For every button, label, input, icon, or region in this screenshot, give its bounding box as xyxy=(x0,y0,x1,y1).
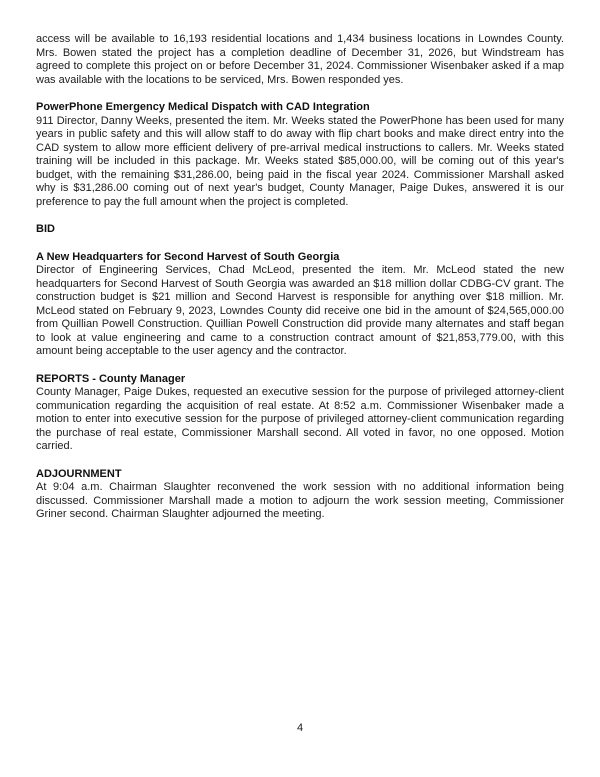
heading-reports-county-manager: REPORTS - County Manager xyxy=(36,372,186,385)
heading-second-harvest: A New Headquarters for Second Harvest of South Georgia xyxy=(36,250,340,263)
paragraph-windstream-continuation: access will be available to 16,193 residential locations and 1,434 business locations in Lowndes County. Mrs. Bowen stated the project has a completion deadline of December 31, 2026, but Windstream has agreed to complete this project on or before December 31, 2024. Commissioner Wisenbaker asked if a map was available with the locations to be serviced, Mrs. Bowen responded yes. xyxy=(36,33,564,86)
page-number: 4 xyxy=(296,721,304,734)
paragraph-powerphone: 911 Director, Danny Weeks, presented the item. Mr. Weeks stated the PowerPhone has been used for many years in public safety and this will allow staff to do away with flip chart books and make direct entry into the CAD system to allow more efficient delivery of pre-arrival medical instructions to callers. Mr. Weeks stated training will be included in this package. Mr. Weeks stated $85,000.00, will be coming out of this year's budget, with the remaining $31,286.00, being paid in the fiscal year 2024. Commissioner Marshall asked why is $31,286.00 coming out of next year's budget, County Manager, Paige Dukes, answered it is our preference to pay the full amount when the project is completed. xyxy=(36,114,564,208)
heading-adjournment: ADJOURNMENT xyxy=(36,467,122,480)
paragraph-second-harvest: Director of Engineering Services, Chad McLeod, presented the item. Mr. McLeod stated the new headquarters for Second Harvest of South Georgia was awarded an $18 million dollar CDBG-CV grant. The construction budget is $21 million and Second Harvest is responsible for anything over $18 million. Mr. McLeod stated on February 9, 2023, Lowndes County did receive one bid in the amount of $24,565,000.00 from Quillian Powell Construction. Quillian Powell Construction did provide many alternates and staff began to look at value engineering and came to a construction contract amount of $21,853,779.00, with this amount being acceptable to the user agency and the contractor. xyxy=(36,264,564,357)
paragraph-adjournment: At 9:04 a.m. Chairman Slaughter reconvened the work session with no additional information being discussed. Commissioner Marshall made a motion to adjourn the work session meeting, Commissioner Griner second. Chairman Slaughter adjourned the meeting. xyxy=(36,481,564,520)
heading-bid: BID xyxy=(36,223,55,235)
paragraph-reports-county-manager: County Manager, Paige Dukes, requested an executive session for the purpose of privileged attorney-client communication regarding the acquisition of real estate. At 8:52 a.m. Commissioner Wisenbaker made a motion to enter into executive session for the purpose of privileged attorney-client communication regarding the purchase of real estate, Commissioner Marshall second. All voted in favor, no one opposed. Motion carried. xyxy=(36,386,564,452)
heading-powerphone: PowerPhone Emergency Medical Dispatch with CAD Integration xyxy=(36,101,370,113)
